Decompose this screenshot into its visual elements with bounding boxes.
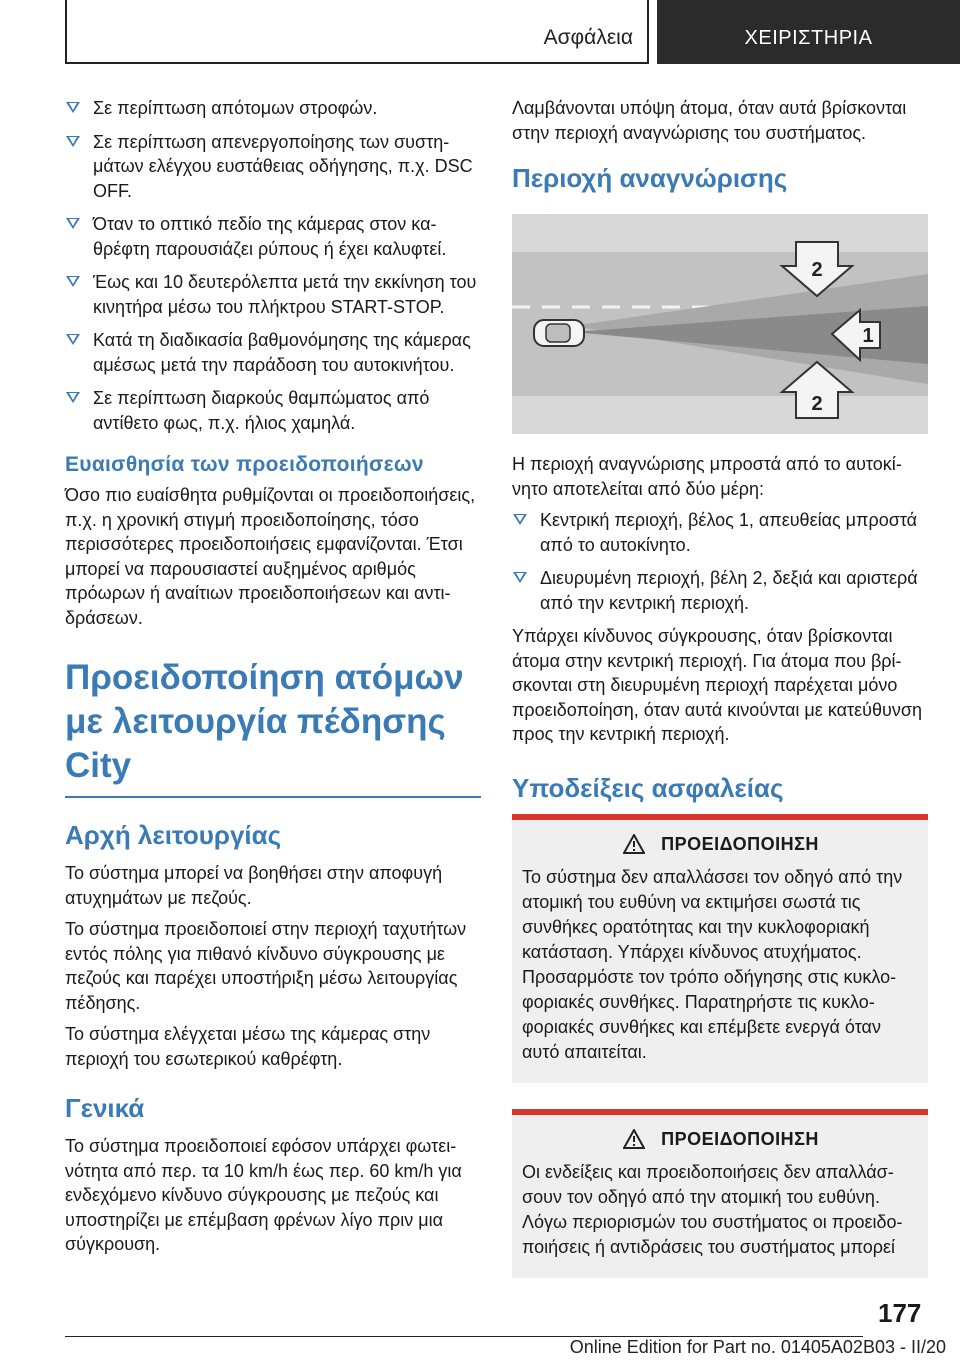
- main-heading: Προειδοποίηση ατόμων με λειτουργία πέδησης City: [65, 656, 481, 798]
- list-item: Σε περίπτωση απενεργοποίησης των συστημάτων ελέγχου ευστάθειας οδήγησης, π.χ. DSC OFF.: [65, 130, 481, 204]
- list-item: Όταν το οπτικό πεδίο της κάμερας στον καθρέφτη παρουσιάζει ρύπους ή έχει καλυφτεί.: [65, 212, 481, 261]
- warning-box: [512, 814, 928, 1083]
- list-item: Σε περίπτωση απότομων στροφών.: [65, 96, 481, 121]
- right-column: [512, 96, 928, 1278]
- figure-label-center: 1: [862, 325, 874, 347]
- intro-text: Λαμβάνονται υπόψη άτομα, όταν αυτά βρίσκονται στην περιοχή αναγνώρισης του συστήματος.: [512, 98, 907, 143]
- list-item: Διευρυμένη περιοχή, βέλη 2, δεξιά και αριστερά από την κεντρική περιοχή.: [512, 566, 928, 615]
- car-icon: [534, 320, 584, 346]
- header-section-box: [65, 0, 649, 64]
- detection-heading: Περιοχή αναγνώρισης: [512, 163, 788, 193]
- sensitivity-text: Όσο πιο ευαίσθητα ρυθμίζονται οι προειδοποιήσεις, π.χ. η χρονική στιγμή προειδοποίησης, τόσο περισσότερες προειδοποιήσεις εμφανίζονται. Έτσι μπορεί να παρουσιαστεί αυξημένος αριθμός πρόωρων ή αναίτιων προειδοποιήσεων και αντιδράσεων.: [65, 485, 476, 628]
- figure-label-top: 2: [811, 259, 823, 281]
- detection-area-figure: [512, 214, 928, 434]
- triangle-bullet-icon: [66, 334, 80, 345]
- risk-text: Υπάρχει κίνδυνος σύγκρουσης, όταν βρίσκονται άτομα στην κεντρική περιοχή. Για άτομα που βρίσκονται στη διευρυμένη περιοχή παρέχεται μόνο προειδοποίηση, όταν αυτά κινούνται με κατεύθυνση προς την κεντρική περιοχή.: [512, 626, 922, 744]
- warning-text: Οι ενδείξεις και προειδοποιήσεις δεν απαλλάσσουν τον οδηγό από την ατομική του ευθύνη. Λόγω περιορισμών του συστήματος οι προειδοποιήσεις ή αντιδράσεις του συστήματος μπορεί: [522, 1161, 903, 1257]
- list-item: Σε περίπτωση διαρκούς θαμπώματος από αντίθετο φως, π.χ. ήλιος χαμηλά.: [65, 386, 481, 435]
- figure-label-bottom: 2: [811, 393, 823, 415]
- warning-text: Το σύστημα δεν απαλλάσσει τον οδηγό από την ατομική του ευθύνη να εκτιμήσει σωστά τις συνθήκες ορατότητας και την κυκλοφοριακή κατάσταση. Υπάρχει κίνδυνος ατυχήματος. Προσαρμόστε τον τρόπο οδήγησης στις κυκλοφοριακές συνθήκες. Παρατηρήστε τις κυκλοφοριακές συνθήκες και επέμβετε ενεργά όταν αυτό απαιτείται.: [522, 866, 903, 1062]
- triangle-bullet-icon: [66, 218, 80, 229]
- detection-area-illustration: [512, 214, 928, 434]
- footer-edition: Online Edition for Part no. 01405A02B03 - II/20: [569, 1337, 946, 1357]
- warning-box: [512, 1109, 928, 1278]
- list-item: Κεντρική περιοχή, βέλος 1, απευθείας μπροστά από το αυτοκίνητο.: [512, 508, 928, 557]
- list-item: Έως και 10 δευτερόλεπτα μετά την εκκίνηση του κινητήρα μέσω του πλήκτρου START-STOP.: [65, 270, 481, 319]
- principle-paragraph: Το σύστημα μπορεί να βοηθήσει στην αποφυγή ατυχημάτων με πεζούς.: [65, 863, 443, 908]
- principle-paragraph: Το σύστημα προειδοποιεί στην περιοχή ταχυτήτων εντός πόλης για πιθανό κίνδυνο σύγκρουσης με πεζούς και παρέχει υποστήριξη μέσω λειτουργίας πέδησης.: [65, 919, 467, 1013]
- triangle-bullet-icon: [66, 392, 80, 403]
- general-paragraph: Το σύστημα προειδοποιεί εφόσον υπάρχει φωτεινότητα από περ. τα 10 km/h έως περ. 60 km/h για ενδεχόμενο κίνδυνο σύγκρουσης με πεζούς και υποστηρίζει με επέμβαση φρένων λίγο πριν μια σύγκρουση.: [65, 1136, 462, 1254]
- triangle-bullet-icon: [66, 136, 80, 147]
- list-item: Κατά τη διαδικασία βαθμονόμησης της κάμερας αμέσως μετά την παράδοση του αυτοκινήτου.: [65, 328, 481, 377]
- left-column: [65, 96, 481, 1264]
- header-section-title: Ασφάλεια: [543, 26, 633, 49]
- triangle-bullet-icon: [513, 572, 527, 583]
- page-number: 177: [878, 1298, 922, 1328]
- warning-title: ΠΡΟΕΙΔΟΠΟΙΗΣΗ: [661, 833, 819, 854]
- header-chapter-title: ΧΕΙΡΙΣΤΗΡΙΑ: [744, 27, 873, 49]
- triangle-bullet-icon: [66, 102, 80, 113]
- principle-heading: Αρχή λειτουργίας: [65, 820, 282, 850]
- triangle-bullet-icon: [513, 514, 527, 525]
- sensitivity-heading: Ευαισθησία των προειδοποιήσεων: [65, 453, 424, 476]
- warning-title: ΠΡΟΕΙΔΟΠΟΙΗΣΗ: [661, 1128, 819, 1149]
- warning-triangle-icon: [623, 834, 645, 854]
- general-heading: Γενικά: [65, 1093, 145, 1123]
- header-chapter-box: [657, 0, 960, 64]
- principle-paragraph: Το σύστημα ελέγχεται μέσω της κάμερας στην περιοχή του εσωτερικού καθρέφτη.: [65, 1024, 431, 1069]
- warning-triangle-icon: [623, 1129, 645, 1149]
- detection-text: Η περιοχή αναγνώρισης μπροστά από το αυτοκίνητο αποτελείται από δύο μέρη:: [512, 454, 902, 499]
- triangle-bullet-icon: [66, 276, 80, 287]
- safety-heading: Υποδείξεις ασφαλείας: [512, 772, 784, 803]
